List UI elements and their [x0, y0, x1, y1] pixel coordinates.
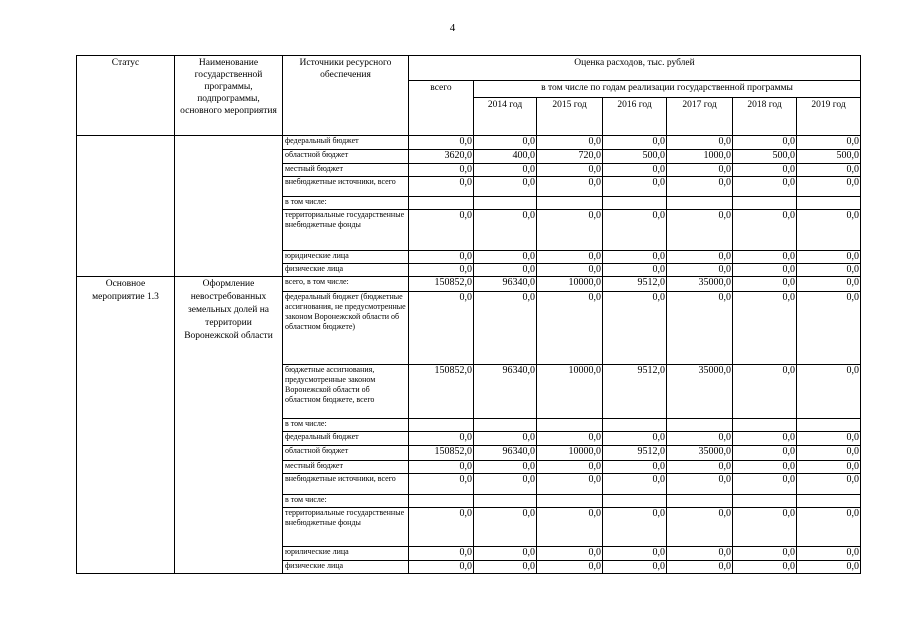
- year-value-cell: 0,0: [667, 264, 733, 277]
- year-value-cell: 0,0: [797, 251, 861, 264]
- total-value-cell: 0,0: [409, 508, 474, 547]
- year-value-cell: 0,0: [537, 432, 603, 446]
- total-value-cell: 0,0: [409, 432, 474, 446]
- total-value-cell: 0,0: [409, 561, 474, 574]
- table-row: [77, 136, 861, 150]
- total-value-cell: 150852,0: [409, 277, 474, 292]
- year-value-cell: 0,0: [797, 277, 861, 292]
- source-cell: местный бюджет: [283, 461, 409, 474]
- year-value-cell: 0,0: [537, 136, 603, 150]
- year-value-cell: 0,0: [537, 177, 603, 197]
- source-cell: юридические лица: [283, 251, 409, 264]
- year-value-cell: 0,0: [537, 164, 603, 177]
- year-value-cell: 0,0: [537, 210, 603, 251]
- year-value-cell: 0,0: [733, 210, 797, 251]
- year-value-cell: 35000,0: [667, 277, 733, 292]
- year-value-cell: 0,0: [474, 164, 537, 177]
- year-value-cell: 0,0: [474, 136, 537, 150]
- total-value-cell: 0,0: [409, 292, 474, 365]
- source-cell: территориальные государственные внебюджетные фонды: [283, 508, 409, 547]
- source-cell: местный бюджет: [283, 164, 409, 177]
- year-value-cell: 500,0: [797, 150, 861, 164]
- header-year: 2014 год: [474, 98, 537, 136]
- year-value-cell: [537, 419, 603, 432]
- year-value-cell: 0,0: [797, 474, 861, 495]
- year-value-cell: 0,0: [474, 264, 537, 277]
- year-value-cell: [667, 419, 733, 432]
- year-value-cell: 0,0: [733, 251, 797, 264]
- year-value-cell: 0,0: [537, 508, 603, 547]
- header-sources: Источники ресурсного обеспечения: [283, 56, 409, 136]
- source-cell: в том числе:: [283, 197, 409, 210]
- year-value-cell: 0,0: [603, 461, 667, 474]
- year-value-cell: 0,0: [537, 292, 603, 365]
- year-value-cell: 0,0: [667, 432, 733, 446]
- year-value-cell: 0,0: [603, 136, 667, 150]
- year-value-cell: [733, 197, 797, 210]
- total-value-cell: 0,0: [409, 547, 474, 561]
- year-value-cell: 0,0: [733, 446, 797, 461]
- year-value-cell: 0,0: [667, 508, 733, 547]
- year-value-cell: 0,0: [474, 508, 537, 547]
- year-value-cell: [797, 197, 861, 210]
- total-value-cell: 0,0: [409, 474, 474, 495]
- header-year: 2015 год: [537, 98, 603, 136]
- year-value-cell: 0,0: [733, 461, 797, 474]
- total-value-cell: 0,0: [409, 164, 474, 177]
- total-value-cell: 0,0: [409, 264, 474, 277]
- year-value-cell: [603, 419, 667, 432]
- year-value-cell: [537, 197, 603, 210]
- year-value-cell: 0,0: [733, 164, 797, 177]
- year-value-cell: 0,0: [733, 365, 797, 419]
- year-value-cell: 0,0: [797, 561, 861, 574]
- year-value-cell: 0,0: [603, 164, 667, 177]
- year-value-cell: 0,0: [667, 251, 733, 264]
- year-value-cell: 0,0: [797, 432, 861, 446]
- year-value-cell: 0,0: [474, 251, 537, 264]
- year-value-cell: 0,0: [474, 177, 537, 197]
- year-value-cell: 0,0: [667, 561, 733, 574]
- total-value-cell: [409, 495, 474, 508]
- total-value-cell: 3620,0: [409, 150, 474, 164]
- year-value-cell: 96340,0: [474, 446, 537, 461]
- year-value-cell: 0,0: [667, 461, 733, 474]
- source-cell: в том числе:: [283, 495, 409, 508]
- total-value-cell: [409, 419, 474, 432]
- year-value-cell: 0,0: [603, 177, 667, 197]
- header-estimate: Оценка расходов, тыс. рублей: [409, 56, 861, 81]
- year-value-cell: 0,0: [474, 561, 537, 574]
- total-value-cell: 0,0: [409, 136, 474, 150]
- year-value-cell: 96340,0: [474, 365, 537, 419]
- year-value-cell: 0,0: [667, 292, 733, 365]
- year-value-cell: 720,0: [537, 150, 603, 164]
- year-value-cell: 0,0: [733, 547, 797, 561]
- year-value-cell: [474, 197, 537, 210]
- year-value-cell: 0,0: [603, 561, 667, 574]
- status-cell: [77, 136, 175, 277]
- total-value-cell: 0,0: [409, 251, 474, 264]
- year-value-cell: [797, 495, 861, 508]
- year-value-cell: 0,0: [733, 432, 797, 446]
- year-value-cell: 0,0: [797, 210, 861, 251]
- year-value-cell: 0,0: [537, 547, 603, 561]
- year-value-cell: 0,0: [733, 561, 797, 574]
- year-value-cell: 0,0: [733, 136, 797, 150]
- year-value-cell: 0,0: [537, 251, 603, 264]
- year-value-cell: 0,0: [603, 264, 667, 277]
- year-value-cell: [733, 419, 797, 432]
- year-value-cell: 0,0: [797, 508, 861, 547]
- source-cell: внебюджетные источники, всего: [283, 177, 409, 197]
- total-value-cell: 150852,0: [409, 365, 474, 419]
- year-value-cell: 0,0: [733, 474, 797, 495]
- year-value-cell: [603, 495, 667, 508]
- source-cell: бюджетные ассигнования, предусмотренные законом Воронежской области об областном бюджете, всего: [283, 365, 409, 419]
- year-value-cell: 0,0: [733, 508, 797, 547]
- budget-table: [76, 55, 861, 574]
- source-cell: федеральный бюджет (бюджетные ассигнования, не предусмотренные законом Воронежской области об областном бюджете): [283, 292, 409, 365]
- source-cell: федеральный бюджет: [283, 136, 409, 150]
- year-value-cell: 9512,0: [603, 365, 667, 419]
- total-value-cell: [409, 197, 474, 210]
- total-value-cell: 0,0: [409, 210, 474, 251]
- year-value-cell: 0,0: [797, 446, 861, 461]
- year-value-cell: [667, 495, 733, 508]
- total-value-cell: 150852,0: [409, 446, 474, 461]
- year-value-cell: 0,0: [474, 474, 537, 495]
- header-year: 2019 год: [797, 98, 861, 136]
- source-cell: внебюджетные источники, всего: [283, 474, 409, 495]
- source-cell: всего, в том числе:: [283, 277, 409, 292]
- year-value-cell: 400,0: [474, 150, 537, 164]
- year-value-cell: 0,0: [667, 164, 733, 177]
- year-value-cell: 0,0: [797, 136, 861, 150]
- year-value-cell: 0,0: [603, 474, 667, 495]
- status-cell: Основное мероприятие 1.3: [77, 277, 175, 574]
- program-name-cell: Оформление невостребованных земельных долей на территории Воронежской области: [175, 277, 283, 574]
- year-value-cell: 0,0: [797, 365, 861, 419]
- total-value-cell: 0,0: [409, 177, 474, 197]
- page-number: 4: [449, 22, 456, 34]
- source-cell: областной бюджет: [283, 446, 409, 461]
- source-cell: физические лица: [283, 561, 409, 574]
- year-value-cell: 0,0: [667, 547, 733, 561]
- year-value-cell: 10000,0: [537, 277, 603, 292]
- header-year: 2017 год: [667, 98, 733, 136]
- year-value-cell: 0,0: [537, 461, 603, 474]
- total-value-cell: 0,0: [409, 461, 474, 474]
- year-value-cell: 35000,0: [667, 365, 733, 419]
- year-value-cell: 0,0: [667, 474, 733, 495]
- year-value-cell: 0,0: [797, 264, 861, 277]
- source-cell: физические лица: [283, 264, 409, 277]
- year-value-cell: [474, 495, 537, 508]
- year-value-cell: 0,0: [667, 136, 733, 150]
- year-value-cell: 0,0: [797, 177, 861, 197]
- year-value-cell: 0,0: [603, 251, 667, 264]
- year-value-cell: 500,0: [733, 150, 797, 164]
- year-value-cell: 0,0: [733, 177, 797, 197]
- year-value-cell: 0,0: [733, 264, 797, 277]
- year-value-cell: 9512,0: [603, 446, 667, 461]
- source-cell: территориальные государственные внебюджетные фонды: [283, 210, 409, 251]
- year-value-cell: 0,0: [733, 277, 797, 292]
- year-value-cell: 0,0: [537, 561, 603, 574]
- year-value-cell: 9512,0: [603, 277, 667, 292]
- year-value-cell: [667, 197, 733, 210]
- year-value-cell: [474, 419, 537, 432]
- source-cell: юрилические лица: [283, 547, 409, 561]
- year-value-cell: 0,0: [474, 292, 537, 365]
- year-value-cell: 0,0: [474, 547, 537, 561]
- year-value-cell: 0,0: [733, 292, 797, 365]
- year-value-cell: [733, 495, 797, 508]
- year-value-cell: 0,0: [603, 292, 667, 365]
- year-value-cell: 10000,0: [537, 365, 603, 419]
- program-name-cell: [175, 136, 283, 277]
- header-status: Статус: [77, 56, 175, 136]
- header-year: 2016 год: [603, 98, 667, 136]
- source-cell: областной бюджет: [283, 150, 409, 164]
- year-value-cell: [537, 495, 603, 508]
- year-value-cell: 0,0: [603, 547, 667, 561]
- year-value-cell: 10000,0: [537, 446, 603, 461]
- year-value-cell: 0,0: [603, 432, 667, 446]
- year-value-cell: 0,0: [603, 210, 667, 251]
- header-name: Наименование государственной программы, подпрограммы, основного мероприятия: [175, 56, 283, 136]
- year-value-cell: 0,0: [474, 210, 537, 251]
- year-value-cell: 0,0: [474, 432, 537, 446]
- header-total: всего: [409, 81, 474, 136]
- table-row: [77, 277, 861, 292]
- year-value-cell: [797, 419, 861, 432]
- year-value-cell: 0,0: [797, 461, 861, 474]
- year-value-cell: 0,0: [797, 547, 861, 561]
- year-value-cell: [603, 197, 667, 210]
- source-cell: федеральный бюджет: [283, 432, 409, 446]
- header-by-years: в том числе по годам реализации государственной программы: [474, 81, 861, 98]
- year-value-cell: 0,0: [603, 508, 667, 547]
- year-value-cell: 500,0: [603, 150, 667, 164]
- year-value-cell: 0,0: [474, 461, 537, 474]
- year-value-cell: 96340,0: [474, 277, 537, 292]
- header-year: 2018 год: [733, 98, 797, 136]
- year-value-cell: 0,0: [797, 164, 861, 177]
- year-value-cell: 0,0: [667, 210, 733, 251]
- year-value-cell: 0,0: [537, 474, 603, 495]
- source-cell: в том числе:: [283, 419, 409, 432]
- year-value-cell: 0,0: [537, 264, 603, 277]
- year-value-cell: 0,0: [797, 292, 861, 365]
- year-value-cell: 0,0: [667, 177, 733, 197]
- year-value-cell: 35000,0: [667, 446, 733, 461]
- year-value-cell: 1000,0: [667, 150, 733, 164]
